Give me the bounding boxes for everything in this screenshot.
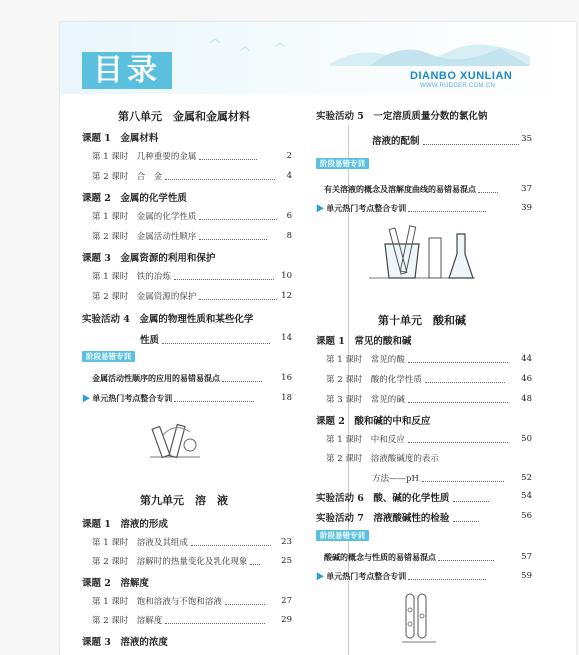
toc-entry[interactable]: 第 1 课时 溶液及其组成 <box>92 536 271 548</box>
arrow-icon: ▶ <box>82 394 90 403</box>
toc-entry[interactable]: 第 2 课时 金属活动性顺序 <box>92 230 267 242</box>
lesson-heading[interactable]: 课题 1 常见的酸和碱 <box>316 336 412 347</box>
lab-glassware-illustration <box>365 224 480 282</box>
page-number: 10 <box>281 271 292 281</box>
page-number: 59 <box>521 571 532 581</box>
page-title: 目录 <box>82 52 172 89</box>
test-tubes-illustration <box>400 590 440 650</box>
page-number: 39 <box>521 203 532 213</box>
toc-page <box>60 22 576 655</box>
activity-heading[interactable]: 实验活动 4 金属的物理性质和某些化学 <box>82 314 254 325</box>
activity-heading[interactable]: 实验活动 6 酸、碱的化学性质 <box>316 490 489 504</box>
section-tag: 阶段易错专训 <box>82 351 135 362</box>
toc-entry[interactable]: ▶ 单元热门考点整合专训 <box>316 571 486 582</box>
toc-entry[interactable]: 第 2 课时 溶解时的热量变化及乳化现象 <box>92 555 260 567</box>
unit-title: 第十单元 酸和碱 <box>378 314 466 327</box>
page-number: 23 <box>281 537 292 547</box>
toc-entry[interactable]: 第 1 课时 铁的冶炼 <box>92 270 274 282</box>
lesson-heading[interactable]: 课题 1 溶液的形成 <box>82 519 168 530</box>
page-number: 50 <box>521 434 532 444</box>
toc-entry[interactable]: 第 1 课时 饱和溶液与不饱和溶液 <box>92 595 265 607</box>
section-tag: 阶段易错专训 <box>316 530 369 541</box>
bird-icon: ︿ <box>240 42 250 53</box>
page-number: 37 <box>521 184 532 194</box>
page-number: 48 <box>521 394 532 404</box>
page-number: 54 <box>521 491 532 501</box>
lesson-heading[interactable]: 课题 2 酸和碱的中和反应 <box>316 416 431 427</box>
section-tag: 阶段易错专训 <box>316 158 369 169</box>
toc-entry[interactable]: ▶ 单元热门考点整合专训 <box>316 203 486 214</box>
toc-entry[interactable]: 第 2 课时 金属资源的保护 <box>92 290 277 302</box>
page-number: 16 <box>281 373 292 383</box>
brand-url: WWW.RUDDER.COM.CN <box>420 83 496 89</box>
toc-entry[interactable]: 第 3 课时 常见的碱 <box>326 393 508 405</box>
arrow-icon: ▶ <box>316 204 324 213</box>
bird-icon: ︿ <box>210 34 220 45</box>
unit-title: 第八单元 金属和金属材料 <box>118 110 250 123</box>
page-number: 2 <box>286 151 292 161</box>
toc-entry[interactable]: 第 1 课时 几种重要的金属 <box>92 150 257 162</box>
activity-heading[interactable]: 实验活动 7 溶液酸碱性的检验 <box>316 510 479 524</box>
page-number: 57 <box>521 552 532 562</box>
toc-entry[interactable]: 溶液的配制 <box>372 133 519 147</box>
page-number: 46 <box>521 374 532 384</box>
toc-entry[interactable]: 性质 <box>140 332 270 346</box>
lesson-heading[interactable]: 课题 3 金属资源的利用和保护 <box>82 253 216 264</box>
page-number: 8 <box>286 231 292 241</box>
activity-heading[interactable]: 实验活动 5 一定溶质质量分数的氯化钠 <box>316 111 488 122</box>
page-number: 6 <box>286 211 292 221</box>
page-number: 56 <box>521 511 532 521</box>
page-number: 4 <box>286 171 292 181</box>
toc-entry[interactable]: 酸碱的概念与性质的易错易混点 <box>324 552 494 563</box>
toc-entry[interactable]: 第 1 课时 中和反应 <box>326 433 508 445</box>
page-number: 35 <box>521 134 532 144</box>
bird-icon: ︿ <box>275 38 285 49</box>
page-number: 18 <box>281 393 292 403</box>
page-number: 27 <box>281 596 292 606</box>
toc-entry[interactable]: 金属活动性顺序的应用的易错易混点 <box>92 373 262 384</box>
toc-entry[interactable]: 第 2 课时 溶液酸碱度的表示 <box>326 454 439 464</box>
toc-entry[interactable]: 第 2 课时 溶解度 <box>92 614 265 626</box>
lesson-heading[interactable]: 课题 2 金属的化学性质 <box>82 193 187 204</box>
toc-entry[interactable]: ▶ 单元热门考点整合专训 <box>82 393 254 404</box>
page-number: 29 <box>281 615 292 625</box>
toc-entry[interactable]: 方法——pH <box>372 472 504 484</box>
toc-entry[interactable]: 有关溶液的概念及溶解度曲线的易错易混点 <box>324 184 498 195</box>
arrow-icon: ▶ <box>316 572 324 581</box>
lesson-heading[interactable]: 课题 2 溶解度 <box>82 578 149 589</box>
brand-name: DIANBO XUNLIAN <box>410 70 513 82</box>
unit-title: 第九单元 溶 液 <box>140 494 228 507</box>
page-number: 52 <box>521 473 532 483</box>
page-number: 12 <box>281 291 292 301</box>
toc-entry[interactable]: 第 2 课时 合 金 <box>92 170 275 182</box>
lesson-heading[interactable]: 课题 3 溶液的浓度 <box>82 637 168 648</box>
page-number: 44 <box>521 354 532 364</box>
toc-entry[interactable]: 第 1 课时 金属的化学性质 <box>92 210 277 222</box>
page-number: 25 <box>281 556 292 566</box>
lesson-heading[interactable]: 课题 1 金属材料 <box>82 133 159 144</box>
toc-entry[interactable]: 第 2 课时 酸的化学性质 <box>326 373 505 385</box>
page-number: 14 <box>281 333 292 343</box>
electrolysis-illustration <box>145 417 205 465</box>
ink-landscape-decoration <box>330 26 530 66</box>
toc-entry[interactable]: 第 1 课时 常见的酸 <box>326 353 508 365</box>
